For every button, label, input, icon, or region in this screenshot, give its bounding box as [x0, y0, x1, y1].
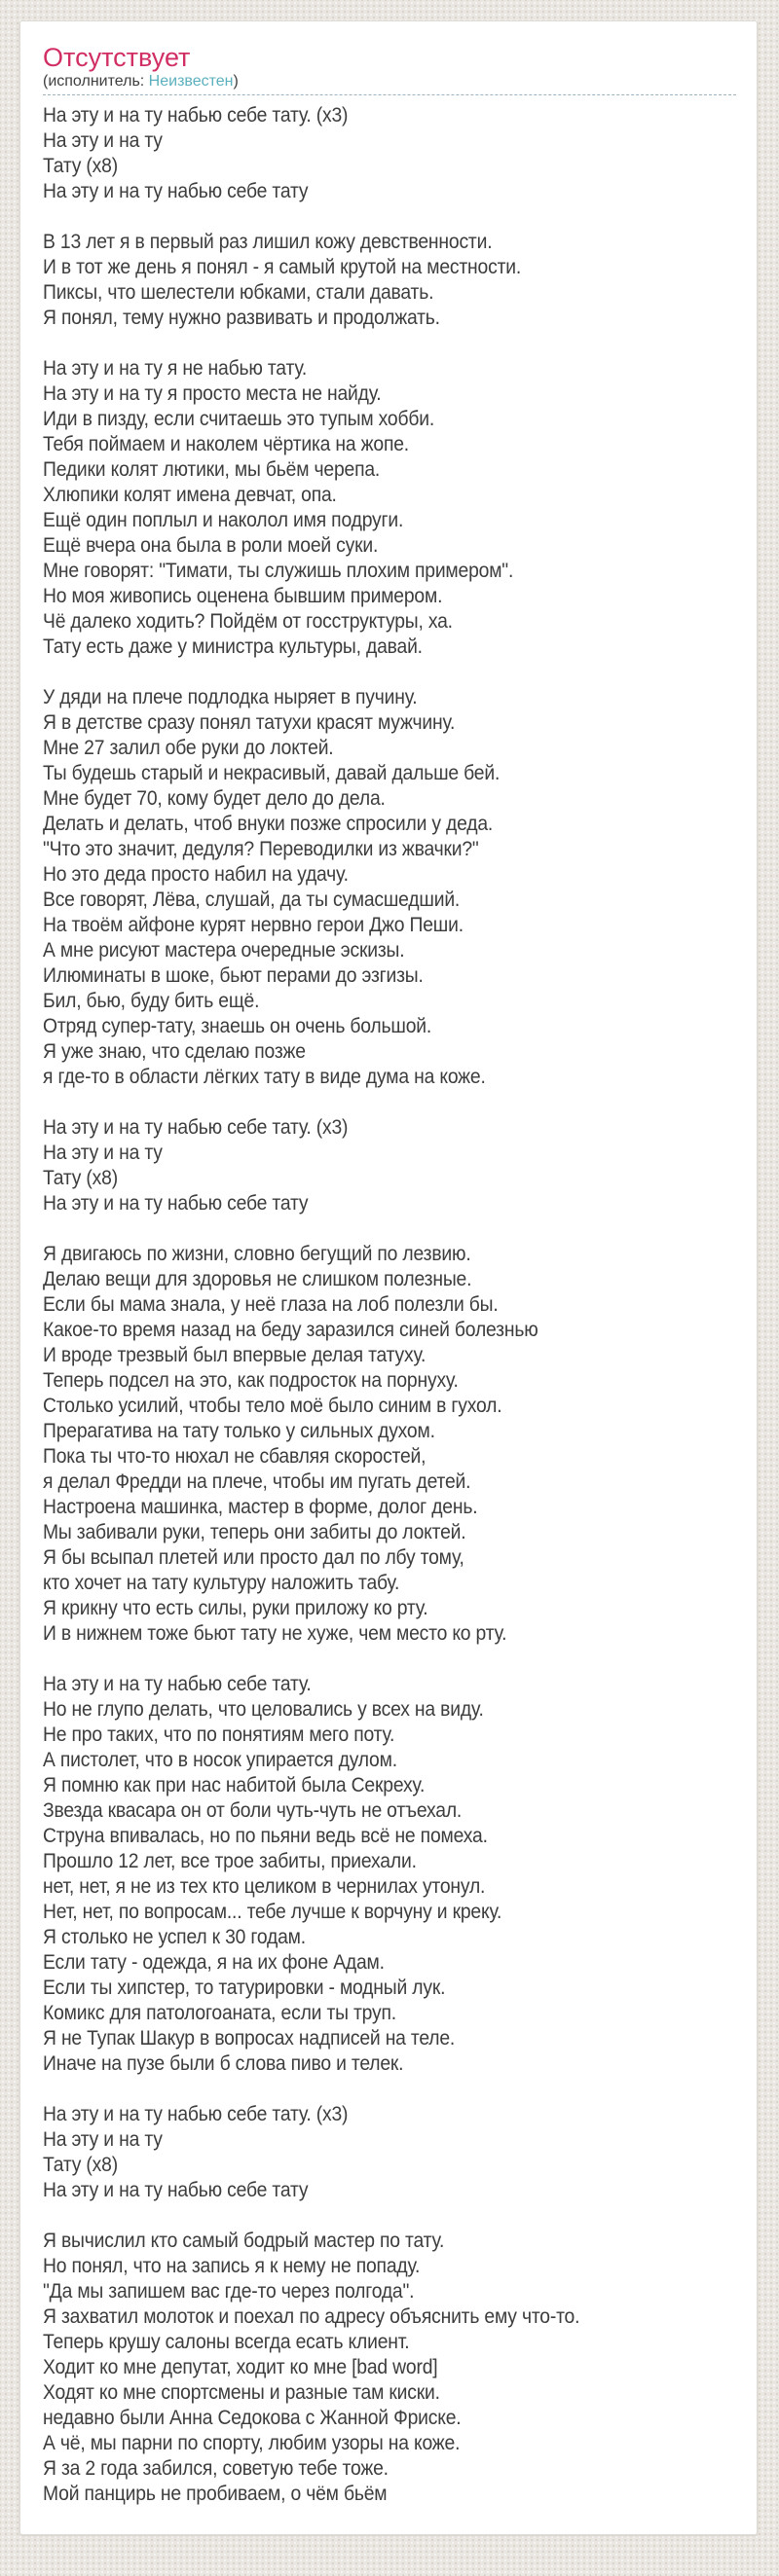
lyrics-line: А чё, мы парни по спорту, любим узоры на коже.: [43, 2432, 461, 2454]
lyrics-line: На эту и на ту: [43, 2128, 163, 2151]
lyrics-line: Я понял, тему нужно развивать и продолжать.: [43, 307, 440, 329]
lyrics-line: Делать и делать, чтоб внуки позже спросили у деда.: [43, 813, 494, 835]
lyrics-line: Тату есть даже у министра культуры, давай.: [43, 635, 423, 658]
lyrics-line: Настроена машинка, мастер в форме, долог день.: [43, 1496, 478, 1518]
lyrics-line: И вроде трезвый был впервые делая татуху.: [43, 1344, 427, 1366]
lyrics-line: На эту и на ту набью себе тату: [43, 2179, 309, 2201]
lyrics-line: Но это деда просто набил на удачу.: [43, 863, 349, 886]
lyrics-line: И в тот же день я понял - я самый крутой на местности.: [43, 256, 522, 278]
lyrics-line: Мне говорят: "Тимати, ты служишь плохим примером".: [43, 560, 514, 582]
lyrics-line: Теперь подсел на это, как подросток на порнуху.: [43, 1369, 459, 1392]
lyrics-line: Тату (х8): [43, 1167, 118, 1189]
lyrics-line: Мой панцирь не пробиваем, о чём бьём: [43, 2483, 388, 2505]
lyrics-line: На эту и на ту набью себе тату. (х3): [43, 1116, 349, 1139]
lyrics-line: Хлюпики колят имена девчат, опа.: [43, 484, 337, 506]
lyrics-line: Я столько не успел к 30 годам.: [43, 1926, 306, 1948]
artist-link[interactable]: Неизвестен: [148, 73, 234, 90]
lyrics-stanza: [43, 685, 681, 1090]
lyrics-line: Но не глупо делать, что целовались у всех на виду.: [43, 1698, 484, 1721]
lyrics-stanza: [43, 2102, 681, 2203]
lyrics-stanza: [43, 1672, 681, 2077]
lyrics-card: [19, 20, 758, 2535]
song-title: Отсутствует: [43, 43, 191, 72]
artist-label-close: ): [233, 73, 239, 90]
lyrics-line: недавно были Анна Седокова с Жанной Фриске.: [43, 2407, 462, 2429]
lyrics-line: Не про таких, что по понятиям мего поту.: [43, 1723, 395, 1746]
lyrics-line: Педики колят лютики, мы бьём черепа.: [43, 458, 381, 481]
lyrics-line: Струна впивалась, но по пьяни ведь всё не помеха.: [43, 1825, 488, 1847]
lyrics-line: Ты будешь старый и некрасивый, давай дальше бей.: [43, 762, 501, 784]
lyrics-line: Мне 27 залил обе руки до локтей.: [43, 737, 334, 759]
lyrics-line: Я уже знаю, что сделаю позже: [43, 1040, 306, 1063]
lyrics-line: Ходят ко мне спортсмены и разные там киски.: [43, 2381, 440, 2404]
lyrics-line: кто хочет на тату культуру наложить табу.: [43, 1572, 400, 1594]
lyrics-line: На эту и на ту набью себе тату: [43, 1192, 309, 1215]
lyrics-line: Тебя поймаем и наколем чёртика на жопе.: [43, 433, 409, 455]
lyrics-line: Какое-то время назад на беду заразился синей болезнью: [43, 1319, 538, 1341]
lyrics-line: Если ты хипстер, то татурировки - модный лук.: [43, 1977, 446, 1999]
lyrics-line: Все говорят, Лёва, слушай, да ты сумасшедший.: [43, 889, 461, 911]
lyrics-line: Но понял, что на запись я к нему не попаду.: [43, 2255, 421, 2277]
lyrics-line: Я вычислил кто самый бодрый мастер по тату.: [43, 2230, 445, 2252]
lyrics-line: Ходит ко мне депутат, ходит ко мне [bad word]: [43, 2356, 438, 2378]
lyrics-line: Если тату - одежда, я на их фоне Адам.: [43, 1951, 385, 1974]
lyrics-text: [43, 103, 681, 2507]
lyrics-line: Я не Тупак Шакур в вопросах надписей на теле.: [43, 2027, 456, 2050]
lyrics-line: я где-то в области лёгких тату в виде дума на коже.: [43, 1066, 486, 1088]
lyrics-line: На эту и на ту набью себе тату. (х3): [43, 104, 349, 127]
lyrics-line: На твоём айфоне курят нервно герои Джо Пеши.: [43, 914, 464, 936]
lyrics-line: Ещё вчера она была в роли моей суки.: [43, 534, 379, 557]
lyrics-line: Прошло 12 лет, все трое забиты, приехали.: [43, 1850, 417, 1872]
lyrics-line: Я крикну что есть силы, руки приложу ко рту.: [43, 1597, 428, 1619]
lyrics-stanza: [43, 103, 681, 204]
lyrics-line: Отряд супер-тату, знаешь он очень большой.: [43, 1015, 432, 1037]
lyrics-line: "Да мы запишем вас где-то через полгода".: [43, 2280, 415, 2303]
lyrics-line: И в нижнем тоже бьют тату не хуже, чем место ко рту.: [43, 1622, 507, 1645]
lyrics-line: Звезда квасара он от боли чуть-чуть не отъехал.: [43, 1799, 463, 1822]
lyrics-line: Я бы всыпал плетей или просто дал по лбу тому,: [43, 1546, 464, 1569]
lyrics-line: Нет, нет, по вопросам... тебе лучше к ворчуну и креку.: [43, 1901, 502, 1923]
lyrics-line: Я за 2 года забился, советую тебе тоже.: [43, 2457, 389, 2480]
lyrics-line: Илюминаты в шоке, бьют перами до эзгизы.: [43, 964, 424, 987]
page-background: [0, 20, 779, 2576]
lyrics-line: Иди в пизду, если считаешь это тупым хобби.: [43, 408, 435, 430]
artist-line: [43, 72, 736, 91]
lyrics-line: Я в детстве сразу понял татухи красят мужчину.: [43, 711, 456, 734]
lyrics-line: На эту и на ту: [43, 129, 163, 152]
lyrics-line: Делаю вещи для здоровья не слишком полезные.: [43, 1268, 472, 1290]
lyrics-line: На эту и на ту набью себе тату. (х3): [43, 2103, 349, 2125]
lyrics-line: Комикс для патологоаната, если ты труп.: [43, 2002, 396, 2024]
lyrics-stanza: [43, 230, 681, 331]
lyrics-line: На эту и на ту я не набью тату.: [43, 357, 308, 380]
lyrics-line: Теперь крушу салоны всегда есать клиент.: [43, 2331, 410, 2353]
lyrics-line: Мне будет 70, кому будет дело до дела.: [43, 787, 386, 810]
lyrics-line: На эту и на ту набью себе тату: [43, 180, 309, 202]
lyrics-stanza: [43, 2229, 681, 2507]
lyrics-line: А пистолет, что в носок упирается дулом.: [43, 1749, 397, 1771]
lyrics-stanza: [43, 1115, 681, 1216]
lyrics-line: А мне рисуют мастера очередные эскизы.: [43, 939, 405, 961]
lyrics-line: Тату (х8): [43, 155, 118, 177]
lyrics-line: нет, нет, я не из тех кто целиком в чернилах утонул.: [43, 1875, 486, 1898]
lyrics-line: Если бы мама знала, у неё глаза на лоб полезли бы.: [43, 1293, 499, 1316]
lyrics-line: Чё далеко ходить? Пойдём от госструктуры, ха.: [43, 610, 453, 633]
lyrics-line: Иначе на пузе были б слова пиво и телек.: [43, 2052, 404, 2075]
lyrics-line: Я захватил молоток и поехал по адресу объяснить ему что-то.: [43, 2305, 580, 2328]
lyrics-line: Мы забивали руки, теперь они забиты до локтей.: [43, 1521, 466, 1543]
lyrics-line: Я помню как при нас набитой была Секреху.: [43, 1774, 426, 1796]
lyrics-line: Я двигаюсь по жизни, словно бегущий по лезвию.: [43, 1243, 471, 1265]
lyrics-line: Но моя живопись оценена бывшим примером.: [43, 585, 443, 607]
lyrics-stanza: [43, 1242, 681, 1647]
lyrics-line: Прерагатива на тату только у сильных духом.: [43, 1420, 435, 1442]
lyrics-line: Бил, бью, буду бить ещё.: [43, 990, 260, 1012]
lyrics-line: На эту и на ту я просто места не найду.: [43, 382, 382, 405]
song-header: [43, 43, 736, 95]
lyrics-line: Пока ты что-то нюхал не сбавляя скоростей,: [43, 1445, 427, 1468]
lyrics-line: Пиксы, что шелестели юбками, стали давать.: [43, 281, 434, 304]
lyrics-line: Ещё один поплыл и наколол имя подруги.: [43, 509, 404, 531]
lyrics-line: В 13 лет я в первый раз лишил кожу девственности.: [43, 231, 493, 253]
lyrics-line: Тату (х8): [43, 2154, 118, 2176]
artist-label: (исполнитель:: [43, 73, 149, 90]
lyrics-line: На эту и на ту: [43, 1142, 163, 1164]
lyrics-line: Столько усилий, чтобы тело моё было синим в гухол.: [43, 1395, 502, 1417]
lyrics-line: "Что это значит, дедуля? Переводилки из жвачки?": [43, 838, 479, 860]
lyrics-line: У дяди на плече подлодка ныряет в пучину.: [43, 686, 418, 708]
lyrics-line: На эту и на ту набью себе тату.: [43, 1673, 312, 1695]
lyrics-stanza: [43, 356, 681, 660]
lyrics-line: я делал Фредди на плече, чтобы им пугать детей.: [43, 1470, 471, 1493]
